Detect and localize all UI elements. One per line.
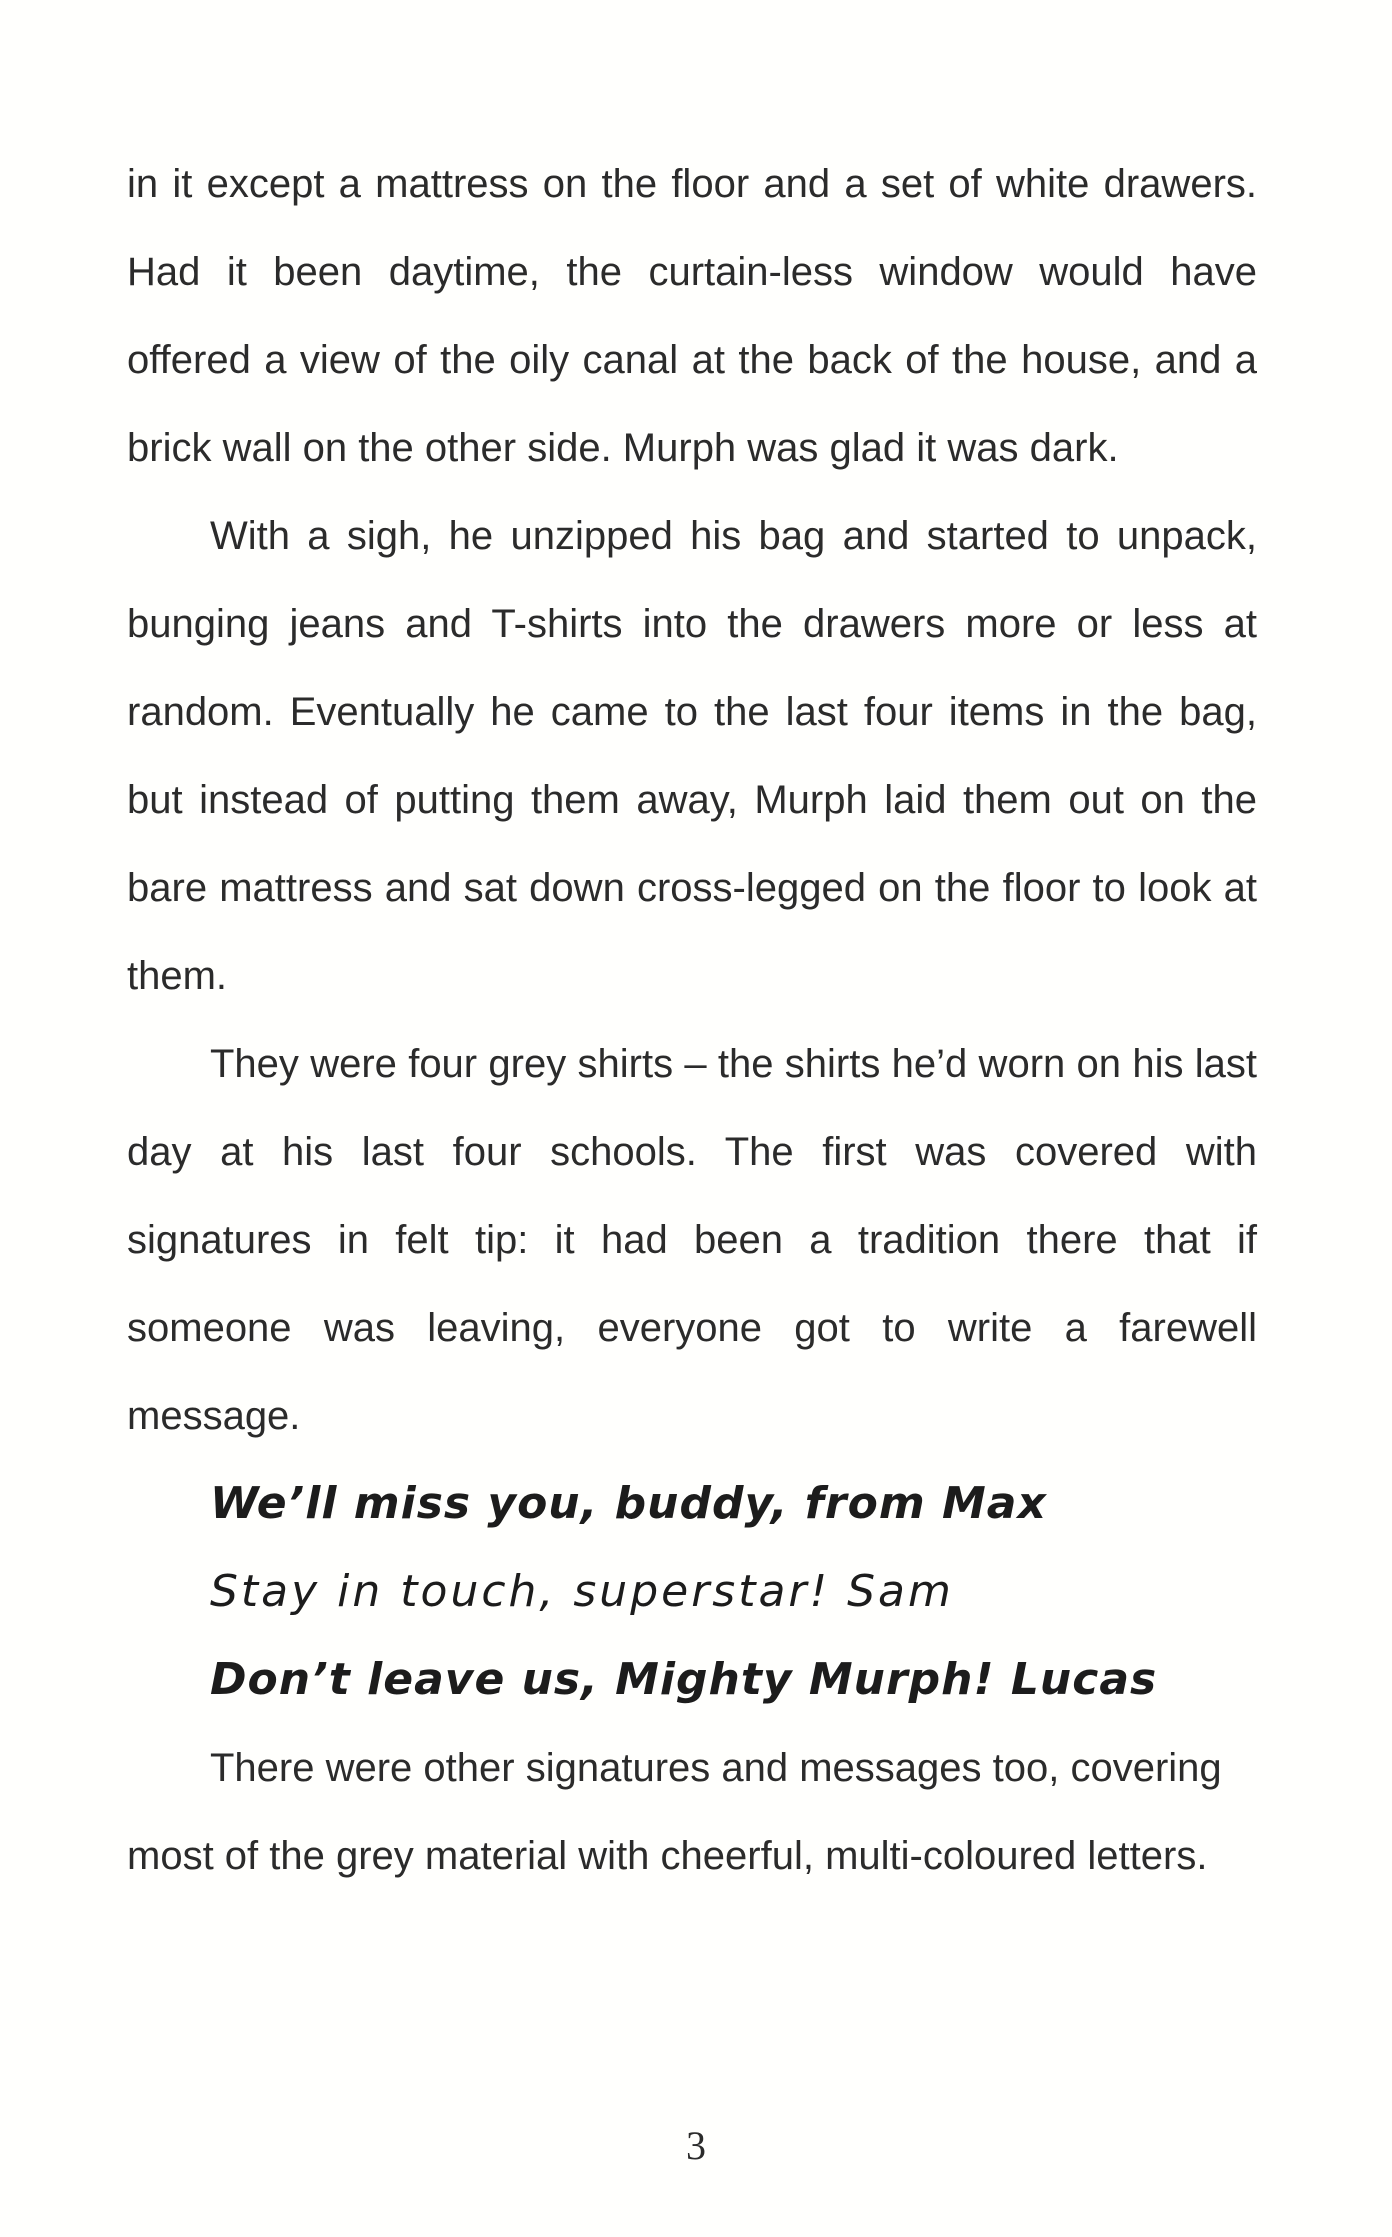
paragraph-1: in it except a mattress on the floor and a set of white drawers. Had it been daytime, the curtain-less window would have offered a view of the oily canal at the back of the house, and a brick wall on the other side. Murph was glad it was dark.	[127, 162, 1257, 470]
page-text	[127, 140, 1257, 1900]
paragraph-3: They were four grey shirts – the shirts he’d worn on his last day at his last four schools. The first was covered with signatures in felt tip: it had been a tradition there that if someone was leaving, everyone got to write a farewell message.	[127, 1042, 1257, 1438]
signature-message-max: We’ll miss you, buddy, from Max	[210, 1478, 1047, 1529]
paragraph-2: With a sigh, he unzipped his bag and started to unpack, bunging jeans and T-shirts into the drawers more or less at random. Eventually he came to the last four items in the bag, but instead of putting them away, Murph laid them out on the bare mattress and sat down cross-legged on the floor to look at them.	[127, 514, 1257, 998]
signature-message-sam: Stay in touch, superstar! Sam	[210, 1566, 954, 1617]
signature-message-lucas: Don’t leave us, Mighty Murph! Lucas	[210, 1654, 1158, 1705]
page-number: 3	[686, 2123, 706, 2168]
paragraph-4: There were other signatures and messages too, covering most of the grey material with cheerful, multi-coloured letters.	[127, 1746, 1222, 1878]
